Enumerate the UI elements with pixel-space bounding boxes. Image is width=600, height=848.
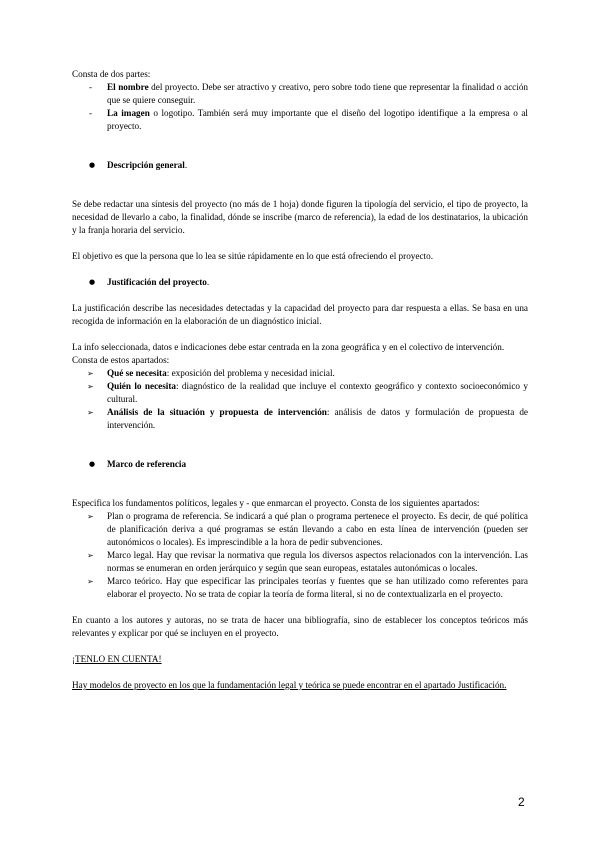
paragraph: Consta de estos apartados: (72, 355, 170, 365)
list-item (72, 575, 528, 601)
justificacion-list (72, 367, 528, 432)
arrow-bullet-icon: ➢ (87, 512, 94, 521)
item-text: Marco teórico. Hay que especificar las principales teorías y fuentes que se han utilizado como referentes para elaborar el proyecto. No se trata de copiar la teoría de forma literal, si no de contextualizarla en el proyecto. (107, 576, 528, 599)
arrow-bullet-icon: ➢ (87, 551, 94, 560)
section-heading-descripcion (72, 159, 528, 172)
paragraph: En cuanto a los autores y autoras, no se trata de hacer una bibliografía, sino de establecer los conceptos teóricos más relevantes y explicar por qué se incluyen en el proyecto. (72, 615, 528, 638)
arrow-bullet-icon: ➢ (87, 577, 94, 586)
paragraph: El objetivo es que la persona que lo lea se sitúe rápidamente en lo que está ofreciendo el proyecto. (72, 251, 433, 261)
heading-title: Descripción general (107, 160, 185, 170)
part-bold: El nombre (107, 82, 149, 92)
paragraph: La info seleccionada, datos e indicaciones debe estar centrada en la zona geográfica y en el colectivo de intervención. (72, 342, 505, 352)
page-number: 2 (518, 795, 525, 809)
round-bullet-icon: ● (89, 278, 96, 286)
section-heading-marco (72, 458, 528, 471)
round-bullet-icon: ● (89, 161, 96, 169)
dash-bullet: - (89, 82, 93, 92)
marco-list (72, 510, 528, 601)
arrow-bullet-icon: ➢ (87, 369, 94, 378)
round-bullet-icon: ● (89, 460, 96, 468)
item-bold: Qué se necesita (107, 368, 167, 378)
paragraph: Especifica los fundamentos políticos, legales y - que enmarcan el proyecto. Consta de los siguientes apartados: (72, 498, 480, 508)
dash-bullet: - (89, 108, 93, 118)
heading-title: Marco de referencia (107, 459, 187, 469)
item-text: : análisis de datos y formulación de propuesta de intervención. (107, 407, 528, 430)
intro-text: Consta de dos partes: (72, 69, 151, 79)
heading-suffix: . (184, 160, 188, 170)
list-item (72, 380, 528, 406)
arrow-bullet-icon: ➢ (87, 408, 94, 417)
item-text: : diagnóstico de la realidad que incluye el contexto geográfico y contexto socioeconómico y cultural. (107, 381, 528, 404)
note-title: ¡TENLO EN CUENTA! (72, 654, 162, 664)
part-item (72, 107, 528, 133)
page-content (72, 68, 528, 692)
parts-list (72, 81, 528, 133)
arrow-bullet-icon: ➢ (87, 382, 94, 391)
heading-suffix: . (206, 277, 210, 287)
heading-title: Justificación del proyecto (107, 277, 207, 287)
item-text: : exposición del problema y necesidad inicial. (166, 368, 335, 378)
part-item (72, 81, 528, 107)
part-bold: La imagen (107, 108, 150, 118)
list-item (72, 510, 528, 549)
list-item (72, 406, 528, 432)
section-heading-justificacion (72, 276, 528, 289)
note-text: Hay modelos de proyecto en los que la fundamentación legal y teórica se puede encontrar en el apartado Justificación. (72, 680, 507, 690)
list-item (72, 549, 528, 575)
item-text: Marco legal. Hay que revisar la normativa que regula los diversos aspectos relacionados con la intervención. Las normas se enumeran en orden jerárquico y según que sean europeas, estatales autonómicas o locales. (107, 550, 528, 573)
list-item (72, 367, 528, 380)
part-text: o logotipo. También será muy importante que el diseño del logotipo identifique a la empresa o al proyecto. (107, 108, 528, 131)
item-bold: Análisis de la situación y propuesta de intervención (107, 407, 327, 417)
part-text: del proyecto. Debe ser atractivo y creativo, pero sobre todo tiene que representar la finalidad o acción que se quiere conseguir. (107, 82, 529, 105)
paragraph: La justificación describe las necesidades detectadas y la capacidad del proyecto para dar respuesta a ellas. Se basa en una recogida de información en la elaboración de un diagnóstico inicial. (72, 303, 528, 326)
item-bold: Quién lo necesita (107, 381, 177, 391)
paragraph: Se debe redactar una síntesis del proyecto (no más de 1 hoja) donde figuren la tipología del servicio, el tipo de proyecto, la necesidad de llevarlo a cabo, la finalidad, dónde se inscribe (marco de referencia), la edad de los destinatarios, la ubicación y la franja horaria del servicio. (72, 199, 528, 235)
item-text: Plan o programa de referencia. Se indicará a qué plan o programa pertenece el proyecto. Es decir, de qué política de planificación deriva a qué programas se están llevando a cabo en esta línea de intervención (pueden ser autonómicos o locales). Es imprescindible a la hora de pedir subvenciones. (107, 511, 528, 547)
